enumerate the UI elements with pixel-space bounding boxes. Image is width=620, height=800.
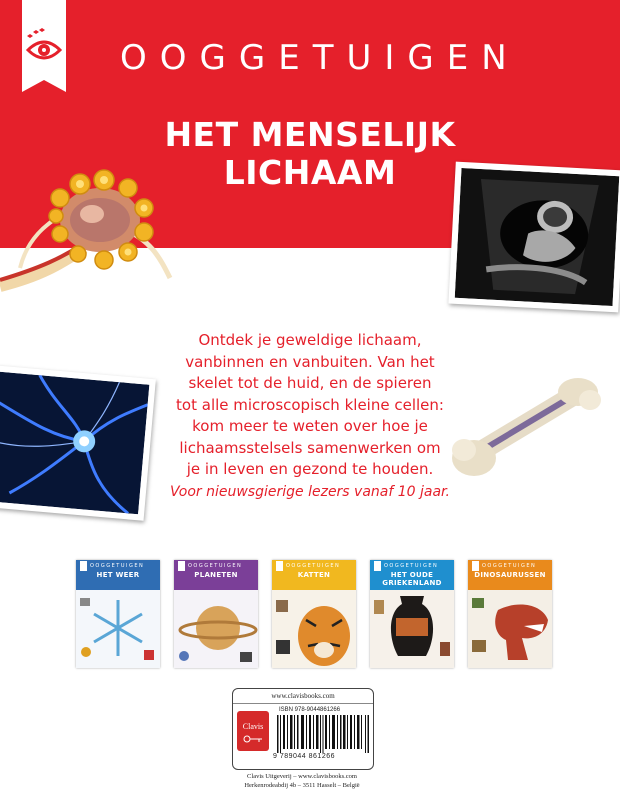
book-thumbnail-planeten (174, 560, 258, 668)
age-recommendation: Voor nieuwsgierige lezers vanaf 10 jaar. (170, 484, 450, 500)
book-series-label: OOGGETUIGEN (286, 563, 341, 569)
book-title-line: HET WEER (96, 571, 140, 579)
book-band (272, 560, 356, 590)
greek-vase-cover-art (370, 590, 454, 668)
eye-icon (80, 561, 87, 571)
book-title-line: DINOSAURUSSEN (474, 571, 546, 579)
book-series-label: OOGGETUIGEN (482, 563, 537, 569)
book-thumbnail-het-weer (76, 560, 160, 668)
publisher-logo-text: Clavis (242, 722, 264, 731)
dinosaur-cover-art (468, 590, 552, 668)
book-title-line: PLANETEN (194, 571, 238, 579)
eye-icon (276, 561, 283, 571)
book-thumbnail-het-oude-griekenland (370, 560, 454, 668)
divider (233, 703, 373, 704)
book-title-label (272, 571, 356, 579)
blurb-line: je in leven en gezond te houden. (186, 460, 434, 478)
publisher-website: www.clavisbooks.com (271, 692, 335, 700)
tiger-cover-art (272, 590, 356, 668)
isbn-label: ISBN 978-9044861266 (279, 707, 341, 713)
blurb-line: tot alle microscopisch kleine cellen: (176, 395, 444, 414)
book-title-label (174, 571, 258, 579)
blurb-text (160, 330, 460, 481)
eye-icon (472, 561, 479, 571)
book-thumbnail-katten (272, 560, 356, 668)
book-band (468, 560, 552, 590)
isbn-barcode-box (232, 688, 374, 770)
publisher-address (200, 772, 404, 790)
address-line: Herkenrodeabdij 4b – 3511 Hasselt – België (244, 782, 360, 789)
eye-icon (22, 0, 66, 92)
blurb-line: vanbinnen en vanbuiten. Van het (185, 352, 435, 371)
series-title: OOGGETUIGEN (120, 38, 520, 78)
book-series-label: OOGGETUIGEN (188, 563, 243, 569)
barcode (277, 715, 369, 753)
book-band (174, 560, 258, 590)
blurb-line: skelet tot de huid, en de spieren (188, 374, 432, 392)
saturn-cover-art (174, 590, 258, 668)
isbn-digits: 9 789044 861266 (273, 753, 335, 760)
ultrasound-photo (448, 162, 620, 313)
book-title-label (468, 571, 552, 579)
book-series-label: OOGGETUIGEN (384, 563, 439, 569)
book-band (76, 560, 160, 590)
book-title-line: LICHAAM (223, 153, 397, 192)
neuron-image (0, 372, 149, 515)
book-title-label (370, 571, 454, 587)
publisher-logo (237, 711, 269, 751)
blurb-line: lichaamsstelsels samenwerken om (179, 438, 441, 457)
book-thumbnail-dinosaurussen (468, 560, 552, 668)
eye-icon (178, 561, 185, 571)
address-line: Clavis Uitgeverij – www.clavisbooks.com (247, 773, 357, 780)
ultrasound-image (455, 168, 620, 306)
blurb-line: Ontdek je geweldige lichaam, (198, 331, 422, 349)
book-title-label (76, 571, 160, 579)
book-series-label: OOGGETUIGEN (90, 563, 145, 569)
book-band (370, 560, 454, 590)
book-title-line: HET MENSELIJK (164, 115, 456, 154)
blurb-line: kom meer te weten over hoe je (192, 417, 428, 435)
eye-icon (374, 561, 381, 571)
ovary-illustration (0, 168, 180, 308)
book-title-line: KATTEN (297, 571, 331, 579)
bone-illustration (446, 370, 606, 480)
book-title-line: GRIEKENLAND (382, 579, 442, 587)
neuron-photo (0, 365, 156, 521)
snowflake-cover-art (76, 590, 160, 668)
series-books (76, 560, 556, 670)
key-icon (237, 711, 269, 751)
book-title-line: HET OUDE (390, 571, 434, 579)
